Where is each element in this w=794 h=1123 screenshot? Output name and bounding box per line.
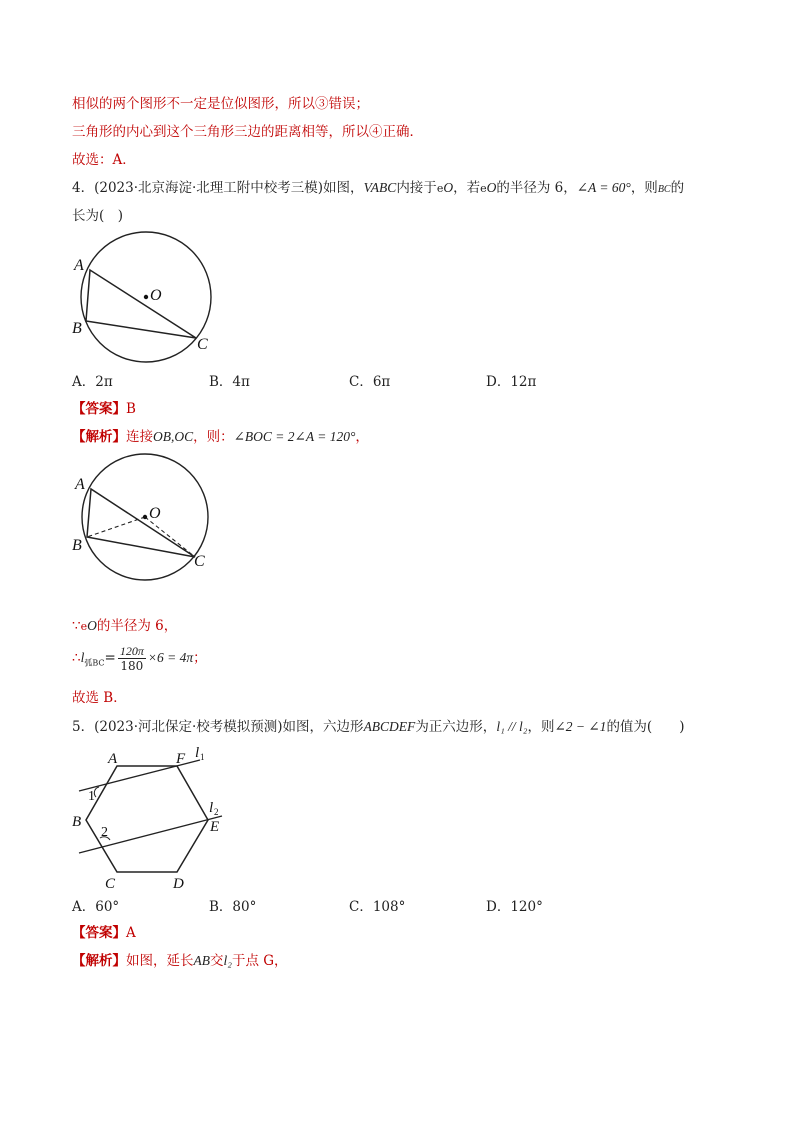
q4-option-c: C．6π <box>349 374 391 390</box>
fig1-label-c: C <box>197 336 208 353</box>
fig1-label-a: A <box>74 257 84 274</box>
fig3-label-e: E <box>210 819 220 835</box>
q4-analysis: 【解析】连接OB,OC，则：∠BOC = 2∠A = 120°， <box>72 429 369 445</box>
q4-choose: 故选 B． <box>72 690 127 706</box>
q5-option-d: D．120° <box>486 899 543 915</box>
fig3-angle-1: 1 <box>88 789 95 804</box>
q5-analysis: 【解析】如图，延长AB交l₂于点 G， <box>72 953 288 969</box>
q4-stem-line-2: 长为( ) <box>72 208 124 224</box>
fig3-label-l1: l <box>195 745 200 761</box>
fig1-label-o: O <box>150 287 162 304</box>
q4-therefore: $\therefore l_{弧BC}=$ $\frac{120\pi}{180}$ ×6 = 4π； <box>72 644 207 673</box>
q5-answer: 【答案】A <box>72 925 136 941</box>
fig3-label-l1-sub: 1 <box>200 752 205 762</box>
arc-bc: BC <box>657 184 671 195</box>
prev-line-2: 三角形的内心到这个三角形三边的距离相等，所以④正确． <box>72 124 423 140</box>
q5-option-c: C．108° <box>349 899 406 915</box>
q5-stem: 5．(2023·河北保定·校考模拟预测)如图，六边形ABCDEF为正六边形，l₁ // l₂，则∠2 − ∠1的值为( ) <box>72 719 685 735</box>
fig3-label-a: A <box>108 751 118 767</box>
q4-option-d: D．12π <box>486 374 537 390</box>
q5-option-b: B．80° <box>209 899 257 915</box>
fig3-label-c: C <box>105 876 116 892</box>
fig3-label-l2: l <box>209 800 214 816</box>
fig2-label-a: A <box>75 476 85 493</box>
fig3-label-d: D <box>173 876 184 892</box>
fig1-label-b: B <box>72 320 82 337</box>
q4-option-b: B．4π <box>209 374 250 390</box>
q4-stem-line-1: 4．(2023·北京海淀·北理工附中校考三模)如图，VABC内接于eO，若eO的半径为 6，∠A = 60°，则BC的 <box>72 180 685 196</box>
prev-answer: 故选：A． <box>72 152 136 168</box>
fig2-label-b: B <box>72 537 82 554</box>
fig3-label-b: B <box>72 814 82 830</box>
fig3-label-l2-sub: 2 <box>214 807 219 817</box>
q4-because: ∵eO的半径为 6， <box>72 618 178 634</box>
fig3-angle-2: 2 <box>101 825 108 840</box>
prev-line-1: 相似的两个图形不一定是位似图形，所以③错误； <box>72 96 369 112</box>
fig3-label-f: F <box>176 751 186 767</box>
fig2-label-c: C <box>194 553 205 570</box>
fig2-label-o: O <box>149 505 161 522</box>
q5-option-a: A．60° <box>72 899 120 915</box>
q4-answer: 【答案】B <box>72 401 136 417</box>
q4-option-a: A．2π <box>72 374 113 390</box>
